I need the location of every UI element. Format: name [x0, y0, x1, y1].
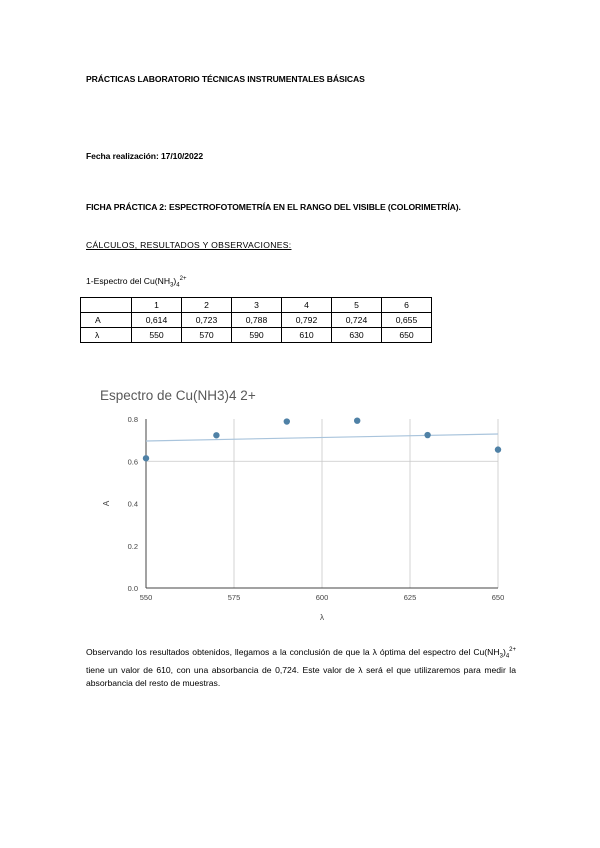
- table-cell: 0,724: [332, 313, 382, 328]
- table-header-cell: [81, 298, 132, 313]
- x-tick-label: 550: [139, 593, 153, 602]
- table-cell: 610: [282, 328, 332, 343]
- table-header-cell: 6: [382, 298, 432, 313]
- subscript-4: 4: [176, 282, 180, 289]
- data-point: [424, 432, 430, 438]
- row-label: λ: [81, 328, 132, 343]
- y-tick-label: 0.8: [127, 415, 138, 424]
- data-point: [143, 455, 149, 461]
- table-header-cell: 5: [332, 298, 382, 313]
- conclusion-text-2: tiene un valor de 610, con una absorbancia de 0,724. Este valor de λ será el que utilizaremos para medir la absorbancia del resto de muestras.: [86, 664, 516, 688]
- spectrum-subheading: [86, 276, 186, 289]
- table-cell: 0,655: [382, 313, 432, 328]
- data-point: [284, 418, 290, 424]
- row-label: A: [81, 313, 132, 328]
- date-label: Fecha realización: 17/10/2022: [86, 151, 204, 161]
- y-tick-label: 0.6: [127, 457, 138, 467]
- x-tick-label: 650: [491, 593, 505, 602]
- table-row: [81, 313, 432, 328]
- table-header-cell: 3: [232, 298, 282, 313]
- table-cell: 0,723: [182, 313, 232, 328]
- data-point: [495, 446, 501, 452]
- table-cell: 590: [232, 328, 282, 343]
- subheading-text: 1-Espectro del Cu(NH: [86, 276, 171, 286]
- table-row: [81, 328, 432, 343]
- table-cell: 570: [182, 328, 232, 343]
- table-header-cell: 1: [132, 298, 182, 313]
- conclusion-superscript-charge: 2+: [509, 647, 516, 653]
- conclusion-subscript-3: 3: [499, 653, 503, 660]
- conclusion-paragraph: [86, 644, 516, 690]
- y-axis-label: A: [102, 500, 111, 507]
- table-cell: 0,614: [132, 313, 182, 328]
- document-title: PRÁCTICAS LABORATORIO TÉCNICAS INSTRUMENTALES BÁSICAS: [86, 74, 365, 84]
- y-tick-label: 0.2: [127, 541, 138, 551]
- chart-ticks: [128, 415, 505, 602]
- spectrum-chart: [90, 405, 520, 635]
- table-header-row: [81, 298, 432, 313]
- table-cell: 0,788: [232, 313, 282, 328]
- data-point: [354, 417, 360, 423]
- table-header-cell: 2: [182, 298, 232, 313]
- table-header-cell: 4: [282, 298, 332, 313]
- chart-grid: [146, 419, 498, 588]
- table-cell: 630: [332, 328, 382, 343]
- conclusion-close: ): [502, 646, 506, 657]
- practice-title: FICHA PRÁCTICA 2: ESPECTROFOTOMETRÍA EN EL RANGO DEL VISIBLE (COLORIMETRÍA).: [86, 202, 461, 212]
- conclusion-text-1: Observando los resultados obtenidos, llegamos a la conclusión de que la λ óptima del espectro del Cu(NH: [86, 646, 500, 657]
- section-heading: CÁLCULOS, RESULTADOS Y OBSERVACIONES:: [86, 240, 292, 250]
- y-tick-label: 0.0: [127, 584, 138, 593]
- subheading-close: ): [173, 276, 177, 286]
- x-tick-label: 625: [403, 593, 417, 602]
- table-cell: 650: [382, 328, 432, 343]
- y-tick-label: 0.4: [127, 499, 138, 509]
- results-table: [80, 297, 432, 343]
- x-tick-label: 600: [315, 593, 329, 602]
- chart-title: Espectro de Cu(NH3)4 2+: [100, 388, 256, 403]
- conclusion-subscript-4: 4: [505, 653, 510, 660]
- data-point: [213, 432, 219, 438]
- superscript-charge: 2+: [179, 276, 187, 283]
- table-cell: 0,792: [282, 313, 332, 328]
- x-axis-label: λ: [320, 613, 324, 622]
- x-tick-label: 575: [227, 593, 241, 602]
- table-cell: 550: [132, 328, 182, 343]
- subscript-3: 3: [170, 282, 174, 289]
